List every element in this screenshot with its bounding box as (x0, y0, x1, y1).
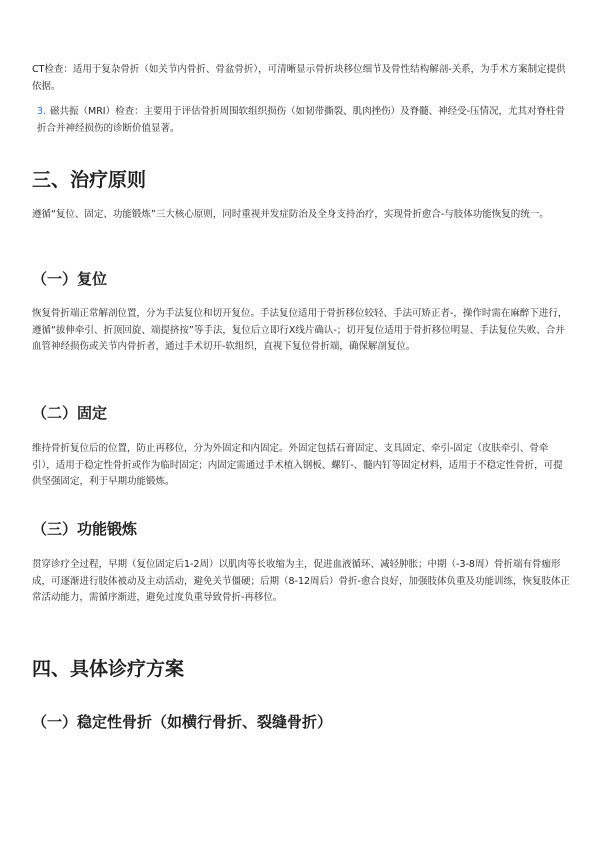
reduction-paragraph: 恢复骨折端正常解剖位置，分为手法复位和切开复位。手法复位适用于骨折移位较轻、手法可矫正者-，操作时需在麻醉下进行，遵循“拔伸牵引、折顶回旋、端提挤按”等手法，复位后立即行X线片确认-；切开复位适用于骨折移位明显、手法复位失败、合并血管神经损伤或关节内骨折者，通过手术切开-软组织，直视下复位骨折端，确保解剖复位。 (32, 308, 568, 352)
functional-exercise-paragraph: 贯穿诊疗全过程，早期（复位固定后1-2周）以肌肉等长收缩为主，促进血液循环、减轻肿胀；中期（-3-8周）骨折端有骨痂形成，可逐渐进行肢体被动及主动活动，避免关节僵硬；后期（8-12周后）骨折-愈合良好，加强肢体负重及功能训练，恢复肢体正常活动能力，需循序渐进，避免过度负重导致骨折-再移位。 (32, 559, 570, 603)
subheading-fixation: （二）固定 (32, 404, 108, 422)
mri-list-item (37, 104, 572, 137)
section-heading-treatment-principles: 三、治疗原则 (32, 169, 147, 191)
subheading-reduction: （一）复位 (32, 270, 108, 288)
subheading-functional-exercise: （三）功能锻炼 (32, 520, 138, 538)
fixation-paragraph: 维持骨折复位后的位置，防止再移位，分为外固定和内固定。外固定包括石膏固定、支具固定、牵引-固定（皮肤牵引、骨牵引），适用于稳定性骨折或作为临时固定；内固定需通过手术植入钢板、螺钉-、髓内钉等固定材料，适用于不稳定性骨折，可提供坚强固定，利于早期功能锻炼。 (32, 443, 563, 487)
subheading-stable-fracture: （一）稳定性骨折（如横行骨折、裂缝骨折） (32, 713, 333, 731)
list-number: 3. (37, 106, 47, 117)
mri-list-text: 磁共振（MRI）检查：主要用于评估骨折周围软组织损伤（如韧带撕裂、肌肉挫伤）及脊髓、神经受-压情况，尤其对脊柱骨折合并神经损伤的诊断价值显著。 (37, 106, 566, 134)
ct-exam-paragraph: CT检查：适用于复杂骨折（如关节内骨折、骨盆骨折），可清晰显示骨折块移位细节及骨性结构解剖-关系，为手术方案制定提供依据。 (32, 64, 566, 92)
treatment-intro-paragraph: 遵循“复位、固定、功能锻炼”三大核心原则，同时重视并发症防治及全身支持治疗，实现骨折愈合-与肢体功能恢复的统一。 (32, 209, 549, 220)
section-heading-treatment-plan: 四、具体诊疗方案 (32, 658, 185, 680)
